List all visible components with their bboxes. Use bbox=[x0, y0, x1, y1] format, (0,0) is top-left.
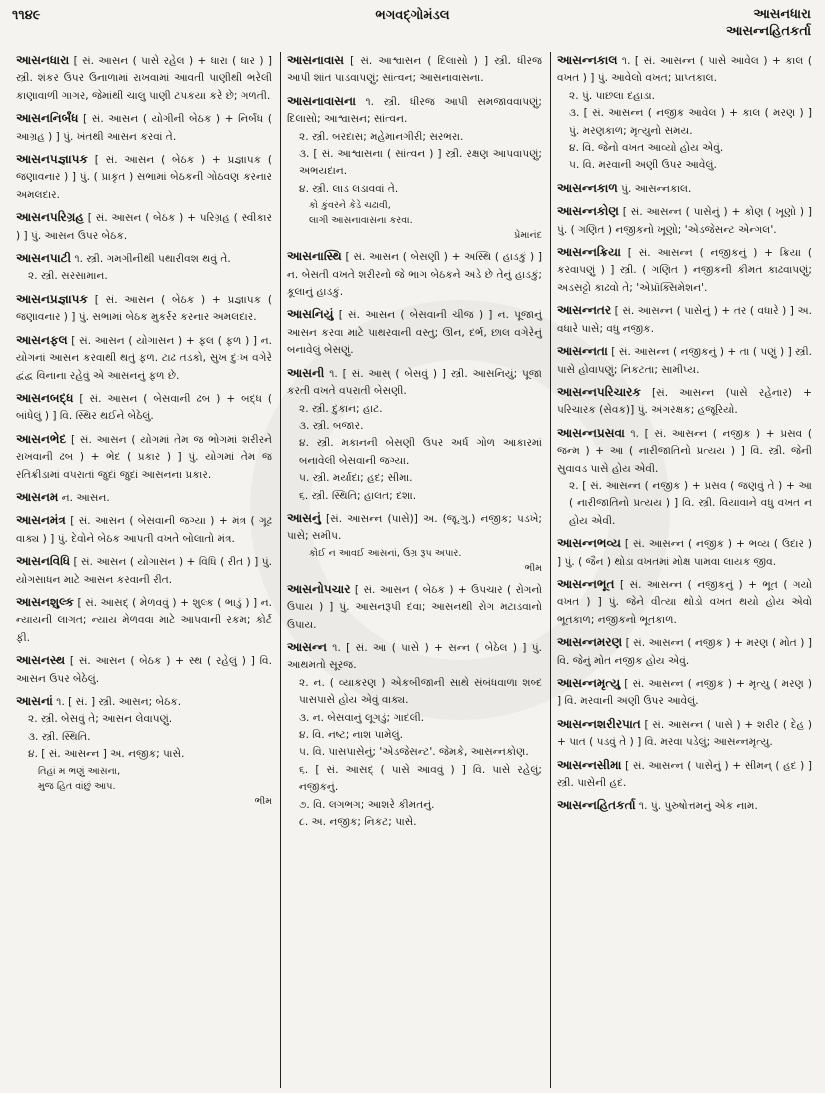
book-title: ભગવદ્ગોમંડલ bbox=[375, 8, 450, 23]
entry-headword: આસનમંત્ર bbox=[16, 513, 66, 528]
entry-headword: આસન્નપરિચારક bbox=[557, 384, 641, 399]
entry-definition: ૧. [ સં. આસ્ ( બેસવું ) ] સ્ત્રી. આસનિયું; પૂજા કરતી વખતે વપરાતી બેસણી. bbox=[287, 367, 542, 398]
dictionary-entry bbox=[16, 652, 272, 688]
entry-headword: આસનપજ્ઞાપક bbox=[16, 152, 88, 167]
column-left bbox=[10, 52, 280, 1088]
entry-headword: આસનાસ્થિ bbox=[287, 249, 342, 264]
entry-definition: [ સં. આસન્ન ( પાસેનું ) + કોણ ( ખૂણો ) ] પું. ( ગણિત ) નજીકનો ખૂણો; 'એડજેસન્ટ એન્ગલ'. bbox=[557, 206, 813, 236]
dictionary-entry bbox=[16, 693, 272, 809]
entry-definition: [ સં. આસન ( યોગમાં તેમ જ ભોગમાં શરીરને રાખવાની ઢબ ) + ભેદ ( પ્રકાર ) ] પું. યોગમાં તેમ જ રતિક્રીડામાં વપરાતાં જુદાં જુદાં આસનના પ્રકાર. bbox=[16, 433, 272, 481]
entry-sense: ૩. સ્ત્રી. બજાર. bbox=[299, 419, 364, 432]
dictionary-entry bbox=[287, 639, 542, 831]
entry-headword: આસનપરિગ્રહ bbox=[16, 210, 84, 225]
entry-definition: [ સં. આસન ( બેઠક ) + પ્રજ્ઞાપક ( જણાવનાર ) ] પું. ( પ્રાકૃત ) સભામાં બેઠકની ગોઠવણ કરનાર અમલદાર. bbox=[16, 154, 272, 201]
dictionary-entry bbox=[557, 675, 812, 711]
dictionary-entry bbox=[557, 203, 812, 239]
dictionary-columns bbox=[10, 52, 820, 1088]
entry-definition: [ સં. આસન્ન ( નજીક ) + મરણ ( મોત ) ] વિ. જેનું મોત નજીક હોય એવું. bbox=[557, 637, 812, 667]
entry-headword: આસનાવાસ bbox=[287, 53, 345, 67]
entry-definition: [ સં. આસન્ન ( પાસેનું ) + સીમન્ ( હદ ) ] સ્ત્રી. પાસેની હદ. bbox=[557, 759, 812, 790]
entry-headword: આસન્નસીમા bbox=[557, 757, 622, 772]
entry-headword: આસનફલ bbox=[16, 332, 68, 347]
entry-headword: આસન્નમૃત્યુ bbox=[557, 676, 621, 690]
entry-sense: ૨. ન. ( વ્યાકરણ ) એકબીજાની સાથે સંબંધવાળા શબ્દ પાસપાસે હોય એવું વાક્ય. bbox=[299, 676, 542, 707]
entry-sense: ૨. સ્ત્રી. બરદાસ; મહેમાનગીરી; સરભરા. bbox=[299, 130, 464, 143]
page-number: ૧૧૪૯ bbox=[12, 8, 41, 23]
entry-headword: આસનું bbox=[287, 510, 321, 525]
entry-headword: આસન્નપ્રસવા bbox=[557, 425, 625, 440]
entry-headword: આસન્નહિતકર્તા bbox=[557, 798, 636, 813]
entry-definition: [ સં. આસન ( યોગાસન ) + ફલ ( ફળ ) ] ન. યોગનાં આસન કરવાથી થતું ફળ. ટાઢ તડકો, સુખ દુઃખ વગેરે દ્વંદ્વ વિનાના રહેવું એ આસનનું ફળ છે. bbox=[16, 334, 272, 382]
dictionary-entry bbox=[16, 594, 272, 647]
entry-definition: ૧. પું. પુરુષોત્તમનું એક નામ. bbox=[638, 800, 758, 813]
entry-headword: આસનભેદ bbox=[16, 431, 67, 446]
guide-word-last: આસન્નહિતકર્તા bbox=[725, 24, 811, 39]
dictionary-entry bbox=[557, 634, 812, 670]
guide-word-first: આસનધારા bbox=[753, 7, 811, 22]
dictionary-entry bbox=[557, 425, 812, 530]
entry-quotation: લાગી આસનાવાસના કરવા. bbox=[309, 215, 413, 227]
dictionary-entry bbox=[557, 302, 812, 338]
entry-definition: [ સં. આસન ( બેસવાની જગ્યા ) + મંત્ર ( ગૂઢ વાક્ય ) ] પું. દેવોને બેઠક આપતી વખતે બોલાતો મંત્ર. bbox=[16, 515, 273, 545]
entry-headword: આસનવિધિ bbox=[16, 554, 71, 569]
dictionary-entry bbox=[16, 489, 272, 507]
entry-sense: ૩. [ સં. આસન્ન ( નજીક આવેલ ) + કાલ ( મરણ ) ] પું. મરણકાળ; મૃત્યુનો સમય. bbox=[569, 107, 812, 137]
dictionary-entry bbox=[557, 384, 812, 420]
entry-definition: [ સં. આસન ( બેઠક ) + પ્રજ્ઞાપક ( જણાવનાર ) ] પું. સભામાં બેઠક મુકર્રર કરનાર અમલદાર. bbox=[16, 293, 272, 324]
dictionary-entry bbox=[557, 535, 812, 571]
entry-definition: [ સં. આસન ( બેસવાની ઢબ ) + બદ્ધ ( બાંધેલું ) ] વિ. સ્થિર થઈને બેઠેલું. bbox=[16, 392, 272, 423]
entry-sense: ૨. સ્ત્રી. દુકાન; હાટ. bbox=[299, 402, 383, 415]
quotation-source: ભીમ bbox=[524, 562, 542, 574]
dictionary-entry bbox=[557, 244, 812, 297]
dictionary-entry bbox=[16, 291, 272, 327]
dictionary-entry bbox=[16, 110, 272, 146]
entry-headword: આસનોપચાર bbox=[287, 581, 351, 596]
entry-sense: ૫. વિ. પાસપાસેનું; 'એડજેસન્ટ'. જેમકે, આસન્નકોણ. bbox=[299, 746, 529, 759]
entry-quotation: કો કુંવરને કેડે ચઢાવી, bbox=[309, 200, 391, 212]
entry-sense: ૩. ન. બેસવાનું લૂગડું; ગાદલી. bbox=[299, 711, 425, 724]
entry-headword: આસનશુલ્ક bbox=[16, 594, 74, 609]
quotation-source: ભીમ bbox=[254, 795, 272, 807]
entry-headword: આસન્નતા bbox=[557, 344, 608, 359]
dictionary-entry bbox=[557, 343, 812, 379]
entry-definition: ૧. [ સં. ] સ્ત્રી. આસન; બેઠક. bbox=[56, 696, 182, 708]
entry-sense: ૫. વિ. મરવાની અણી ઉપર આવેલું. bbox=[569, 159, 717, 172]
dictionary-entry bbox=[557, 797, 812, 815]
dictionary-entry bbox=[16, 553, 272, 589]
entry-headword: આસન્નભવ્ય bbox=[557, 536, 621, 551]
entry-sense: ૨. [ સં. આસન્ન ( નજીક ) + પ્રસવ ( જણવું તે ) + આ ( નારીજાતિનો પ્રત્યય ) ] વિ. સ્ત્રી. વિયાવાને વધુ વખત ન હોય એવી. bbox=[569, 479, 812, 527]
entry-headword: આસનનિર્બંધ bbox=[16, 111, 79, 126]
entry-sense: ૪. સ્ત્રી. મકાનની બેસણી ઉપર અર્ધ ગોળ આકારમાં બનાવેલી બેસવાની જગ્યા. bbox=[299, 437, 542, 467]
entry-sense: ૫. સ્ત્રી. મર્યાદા; હદ; સીમા. bbox=[299, 472, 413, 485]
entry-definition: [સં. આસન્ન (પાસે)] અ. (જૂ.ગુ.) નજીક; પડખે; પાસે; સમીપ. bbox=[287, 512, 542, 543]
entry-headword: આસન્નકોણ bbox=[557, 204, 619, 219]
entry-definition: [ સં. આસન્ન ( નજીકનું ) + ભૂત ( ગયો વખત ) ] પું. જેને વીત્યા થોડો વખત થયો હોય એવો ભૂતકાળ; નજીકનો ભૂતકાળ. bbox=[557, 578, 812, 626]
entry-sense: ૩. [ સં. આશ્વાસના ( સાંત્વન ) ] સ્ત્રી. રક્ષણ આપવાપણું; અભયદાન. bbox=[299, 148, 542, 178]
entry-definition: [ સં. આસન ( પાસે રહેલ ) + ધારા ( ધાર ) ] સ્ત્રી. શંકર ઉપર ઉનાળામાં રાખવામાં આવતી પાણીથી ભરેલી કાણાવાળી ગાગર, જેમાંથી ચાલુ પાણી ટપકયા કરે છે; ગળતી. bbox=[16, 55, 272, 102]
entry-headword: આસન્નકાળ bbox=[557, 180, 618, 195]
entry-definition: ૧. સ્ત્રી. ગમગીનીથી પથારીવશ થવું તે. bbox=[74, 253, 231, 266]
dictionary-entry bbox=[287, 581, 542, 634]
entry-definition: [ સં. આશ્વાસન ( દિલાસો ) ] સ્ત્રી. ધીરજ આપી શાંત પાડવાપણું; સાંત્વન; આસનાવાસના. bbox=[287, 55, 542, 85]
entry-sense: ૬. સ્ત્રી. સ્થિતિ; હાલત; દશા. bbox=[299, 489, 417, 502]
entry-definition: [ સં. આસન ( બેઠક ) + પરિગ્રહ ( સ્વીકાર ) ] પું. આસન ઉપર બેઠક. bbox=[16, 212, 273, 242]
entry-sense: ૭. વિ. લગભગ; આશરે કીમતનું. bbox=[299, 798, 435, 811]
entry-headword: આસનિયું bbox=[287, 307, 334, 322]
dictionary-entry bbox=[16, 250, 272, 286]
entry-definition: ૧. સ્ત્રી. ધીરજ આપી સમજાવવાપણું; દિલાસો; આશ્વાસન; સાંત્વન. bbox=[287, 95, 542, 126]
entry-definition: [સં. આસન્ન (પાસે રહેનાર) + પરિચારક (સેવક)] પું. અંગરક્ષક; હજૂરિયો. bbox=[557, 386, 812, 417]
dictionary-entry bbox=[16, 332, 272, 385]
dictionary-entry bbox=[287, 52, 542, 88]
entry-headword: આસનપાટી bbox=[16, 251, 72, 266]
entry-definition: [ સં. આસન ( બેઠક ) + ઉપચાર ( રોગનો ઉપાય ) ] પું. આસનરૂપી દવા; આસનથી રોગ મટાડવાનો ઉપાય. bbox=[287, 583, 542, 631]
entry-sense: ૪. [ સં. આસન્ન ] અ. નજીક; પાસે. bbox=[28, 748, 185, 761]
entry-sense: ૮. અ. નજીક; નિકટ; પાસે. bbox=[299, 816, 417, 829]
dictionary-entry bbox=[16, 209, 272, 245]
dictionary-entry bbox=[16, 390, 272, 426]
entry-headword: આસન્ન bbox=[287, 639, 327, 654]
entry-sense: ૪. સ્ત્રી. લાડ લડાવવાં તે. bbox=[299, 182, 399, 195]
entry-headword: આસનપ્રજ્ઞાપક bbox=[16, 291, 88, 306]
entry-definition: [ સં. આસન ( યોગીની બેઠક ) + નિર્બંધ ( આગ્રહ ) ] પું. ખંતથી આસન કરવાં તે. bbox=[16, 113, 272, 143]
dictionary-entry bbox=[287, 306, 542, 359]
dictionary-entry bbox=[557, 757, 812, 793]
entry-definition: ૧. [ સં. આ ( પાસે ) + સન્ન ( બેઠેલ ) ] પું. આથમતો સૂરજ. bbox=[287, 641, 542, 672]
entry-definition: [ સં. આસન ( યોગાસન ) + વિધિ ( રીત ) ] પું. યોગસાધન માટે આસન કરવાની રીત. bbox=[16, 556, 273, 586]
entry-sense: ૨. સ્ત્રી. સરસામાન. bbox=[28, 270, 108, 283]
entry-sense: ૨. સ્ત્રી. બેસવું તે; આસન લેવાપણું. bbox=[28, 713, 173, 726]
entry-headword: આસની bbox=[287, 365, 325, 380]
dictionary-entry bbox=[557, 716, 812, 752]
entry-headword: આસનાં bbox=[16, 694, 53, 708]
entry-definition: ૧. [ સં. આસન્ન ( પાસે આવેલ ) + કાલ ( વખત ) ] પું. આવેલો વખત; પ્રાપ્તકાલ. bbox=[557, 55, 812, 85]
quotation-source: પ્રેમાનંદ bbox=[514, 230, 542, 242]
entry-definition: ન. આસન. bbox=[61, 491, 110, 504]
entry-definition: [ સં. આસન્ન ( પાસેનું ) + તર ( વધારે ) ] અ. વધારે પાસે; વધુ નજીક. bbox=[557, 305, 812, 335]
entry-definition: [ સં. આસન્ન ( પાસે ) + શરીર ( દેહ ) + પાત ( પડવું તે ) ] વિ. મરવા પડેલું; આસન્નમૃત્યુ. bbox=[557, 718, 812, 749]
dictionary-entry bbox=[287, 510, 542, 576]
entry-sense: ૪. વિ. જેનો વખત આવ્યો હોય એવું. bbox=[569, 142, 724, 155]
entry-headword: આસનમ bbox=[16, 489, 59, 504]
dictionary-entry bbox=[557, 576, 812, 629]
dictionary-entry bbox=[287, 365, 542, 505]
entry-definition: [ સં. આસન ( બેઠક ) + સ્થ ( રહેલું ) ] વિ. આસન ઉપર બેઠેલું. bbox=[16, 655, 272, 685]
entry-quotation: કોઈ ન આવઈ આસનાં, ઉગ્ર રૂપ અપાર. bbox=[309, 547, 462, 559]
entry-sense: ૩. સ્ત્રી. સ્થિતિ. bbox=[28, 730, 91, 743]
dictionary-entry bbox=[16, 151, 272, 204]
column-middle bbox=[280, 52, 550, 1088]
dictionary-entry bbox=[16, 431, 272, 484]
dictionary-entry bbox=[16, 512, 272, 548]
entry-definition: [ સં. આસન ( બેસવાની ચીજ ) ] ન. પૂજાનું આસન કરવા માટે પાથરવાની વસ્તુ; ઊન, દર્ભ, છાલ વગેરેનું બનાવેલું બેસણું. bbox=[287, 309, 542, 357]
entry-definition: [ સં. આસન્ન ( નજીકનું ) + ક્રિયા ( કરવાપણું ) ] સ્ત્રી. ( ગણિત ) નજીકની કીમત કાઢવાપણું; અડસટ્ટો કાઢવો તે; 'એપ્રૉક્સિમેશન'. bbox=[557, 247, 812, 294]
entry-headword: આસનસ્થ bbox=[16, 653, 66, 668]
entry-quotation: મુજ હિત વાંછું આપ. bbox=[38, 780, 116, 792]
entry-sense: ૨. પું. પાછલા દહાડા. bbox=[569, 89, 656, 102]
entry-definition: [ સં. આસન્ન ( નજીક ) + મૃત્યુ ( મરણ ) ] વિ. મરવાની અણી ઉપર આવેલું. bbox=[557, 678, 812, 708]
entry-definition: [ સં. આસદ્ ( મેળવવું ) + શુલ્ક ( ભાડું ) ] ન. ન્યાયની લાગત; ન્યાય મેળવવા માટે આપવાની રકમ; કોર્ટ ફી. bbox=[16, 596, 272, 644]
entry-definition: [ સં. આસન્ન ( નજીકનું ) + તા ( પણું ) ] સ્ત્રી. પાસે હોવાપણું; નિકટતા; સામીપ્ય. bbox=[557, 346, 812, 376]
dictionary-entry bbox=[557, 52, 812, 175]
entry-headword: આસન્નક્રિયા bbox=[557, 245, 621, 260]
dictionary-entry bbox=[287, 248, 542, 301]
dictionary-entry bbox=[287, 93, 542, 243]
entry-definition: ૧. [ સં. આસન્ન ( નજીક ) + પ્રસવ ( જન્મ ) + આ ( નારીજાતિનો પ્રત્યય ) ] વિ. સ્ત્રી. જેની સુવાવડ પાસે હોય એવી. bbox=[557, 427, 812, 475]
entry-headword: આસન્નકાલ bbox=[557, 53, 618, 67]
entry-sense: ૬. [ સં. આસદ્ ( પાસે આવવું ) ] વિ. પાસે રહેલું; નજીકનું. bbox=[299, 763, 542, 794]
entry-definition: [ સં. આસન્ન ( નજીક ) + ભવ્ય ( ઉદાર ) ] પું. ( જૈન ) થોડા વખતમાં મોક્ષ પામવા લાયક જીવ. bbox=[557, 538, 812, 568]
entry-definition: પું. આસન્નકાલ. bbox=[621, 182, 692, 195]
entry-quotation: તિહાં મ ભણું આસના, bbox=[38, 765, 121, 777]
entry-headword: આસન્નતર bbox=[557, 303, 612, 318]
entry-headword: આસન્નભૂત bbox=[557, 576, 615, 591]
entry-headword: આસનાવાસના bbox=[287, 93, 356, 108]
entry-headword: આસનબદ્ધ bbox=[16, 390, 74, 405]
dictionary-entry bbox=[557, 180, 812, 198]
entry-definition: [ સં. આસન ( બેસણી ) + અસ્થિ ( હાડકું ) ] ન. બેસતી વખતે શરીરનો જે ભાગ બેઠકને અડે છે તેનું હાડકું; કૂલાનું હાડકું. bbox=[287, 251, 542, 299]
entry-headword: આસનધારા bbox=[16, 53, 70, 67]
column-right bbox=[550, 52, 820, 1088]
entry-sense: ૪. વિ. નષ્ટ; નાશ પામેલું. bbox=[299, 729, 403, 741]
entry-headword: આસન્નમરણ bbox=[557, 635, 623, 650]
page-header bbox=[0, 0, 825, 50]
entry-headword: આસન્નશરીરપાત bbox=[557, 716, 641, 731]
guide-words bbox=[726, 6, 811, 40]
dictionary-entry bbox=[16, 52, 272, 105]
